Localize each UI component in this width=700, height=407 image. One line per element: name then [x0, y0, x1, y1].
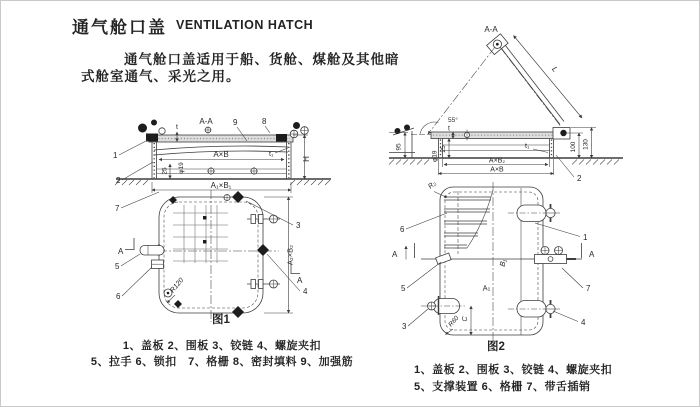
page-title-english: VENTILATION HATCH: [176, 18, 314, 32]
fig2-clamp-lower-right: [508, 300, 562, 318]
fig2-section-marker-right: [582, 243, 596, 259]
fig1-callout-2: 2: [116, 176, 121, 185]
fig1-grating-grid: [173, 205, 228, 263]
fig2-marker-a-left: A: [392, 250, 398, 259]
fig1-callout-6: 6: [116, 292, 121, 301]
fig1-dim-a1b1: A₁×B₁: [210, 181, 232, 190]
fig2-plan-view: [392, 180, 595, 341]
fig2-dim-c: C: [462, 316, 469, 322]
fig2-callout-7: 7: [586, 284, 591, 293]
fig2-dim-b1: B₁: [497, 258, 508, 268]
fig2-lock-tab: [436, 253, 452, 264]
fig2-dim-L: L: [550, 64, 560, 74]
fig2-dim-r60: R60: [447, 314, 461, 329]
figure1-caption: 图1: [212, 314, 230, 326]
fig2-deck-fitting-left: [389, 125, 415, 159]
fig1-callout-8: 8: [262, 117, 267, 126]
fig1-callout-9: 9: [233, 118, 238, 127]
fig2-callout-2: 2: [577, 174, 582, 183]
fig2-dim-95: 95: [395, 143, 403, 151]
fig1-dim-h: H: [302, 156, 311, 162]
fig2-dim-t1: t₁: [525, 143, 530, 150]
fig1-dim-a2b2: A₂×B₂: [285, 244, 295, 266]
fig1-lock-fitting: [152, 260, 164, 269]
fig2-dim-25: 25: [440, 145, 447, 153]
fig2-clamp-lower-left: [421, 296, 465, 315]
fig2-dim-phi19: φ19: [431, 150, 439, 162]
fig2-dim-t: t: [448, 125, 450, 133]
fig2-dim-a1: A₁: [481, 282, 491, 293]
fig1-dim-ab: A×B: [213, 150, 229, 159]
fig1-dim-r120: R120: [169, 276, 186, 295]
fig2-dim-ab2: A×B₂: [488, 157, 506, 165]
fig2-dim-130: 130: [582, 139, 590, 150]
fig2-marker-a-right: A: [589, 250, 595, 259]
fig2-plan-callouts: [400, 213, 591, 331]
fig1-section-marker-left: [118, 238, 134, 256]
fig1-callout-7: 7: [115, 204, 120, 213]
fig1-dim-25: 25: [161, 167, 169, 175]
fig1-section-view: [113, 117, 331, 193]
fig2-dim-100: 100: [570, 141, 577, 153]
figure2-parts-list-line1: 1、盖板 2、围板 3、铰链 4、螺旋夹扣: [414, 364, 613, 376]
fig2-dim-angle: 55°: [448, 117, 458, 124]
fig1-dim-t1: t₁: [269, 151, 274, 158]
fig2-callout-1: 1: [583, 233, 588, 242]
fig2-dim-ab: A×B: [490, 166, 504, 174]
fig2-section-view: [389, 125, 623, 184]
fig2-open-mechanism: [411, 25, 582, 135]
figure1-parts-list-line2: 5、拉手 6、锁扣 7、格栅 8、密封填料 9、加强筋: [90, 356, 354, 368]
fig1-clamp-right-lower: [247, 280, 280, 289]
fig2-hinge-assembly-right: [535, 247, 577, 264]
figure2-caption: 图2: [487, 341, 505, 353]
fig1-callout-5: 5: [115, 262, 120, 271]
fig2-clamp-upper-right: [508, 204, 562, 222]
fig1-pull-handle: [140, 246, 164, 256]
fig1-marker-a-right: A: [297, 276, 303, 285]
figure2-parts-list-line2: 5、支撑装置 6、格栅 7、带舌插销: [414, 381, 591, 393]
figure1-drawing: [96, 106, 346, 334]
intro-text-line2: 式舱室通气、采光之用。: [81, 69, 241, 84]
fig2-callout-3: 3: [402, 322, 407, 331]
fig2-section-marker-left: [392, 243, 415, 260]
fig2-grating-bars: [444, 197, 491, 248]
page-title-chinese: 通气舱口盖: [72, 18, 167, 37]
fig1-dim-phi19: φ19: [178, 162, 185, 174]
intro-text-line1: 通气舱口盖适用于船、货舱、煤舱及其他暗: [124, 52, 400, 67]
fig2-dim-r2: R₂: [427, 180, 438, 191]
fig2-section-label: A-A: [484, 25, 498, 34]
fig1-dim-t: t: [176, 124, 178, 131]
fig1-callout-3: 3: [296, 221, 301, 230]
fig1-section-label: A-A: [199, 117, 213, 126]
fig1-callout-1: 1: [113, 151, 118, 160]
fig2-callout-5: 5: [401, 284, 406, 293]
fig2-callout-6: 6: [400, 225, 405, 234]
fig1-plan-view: [115, 190, 308, 322]
figure1-parts-list-line1: 1、盖板 2、围板 3、铰链 4、螺旋夹扣: [122, 340, 322, 352]
figure2-drawing: [386, 21, 691, 361]
fig1-marker-a-left: A: [118, 247, 124, 256]
fig1-callout-4: 4: [303, 287, 308, 296]
fig2-callout-4: 4: [581, 318, 586, 327]
